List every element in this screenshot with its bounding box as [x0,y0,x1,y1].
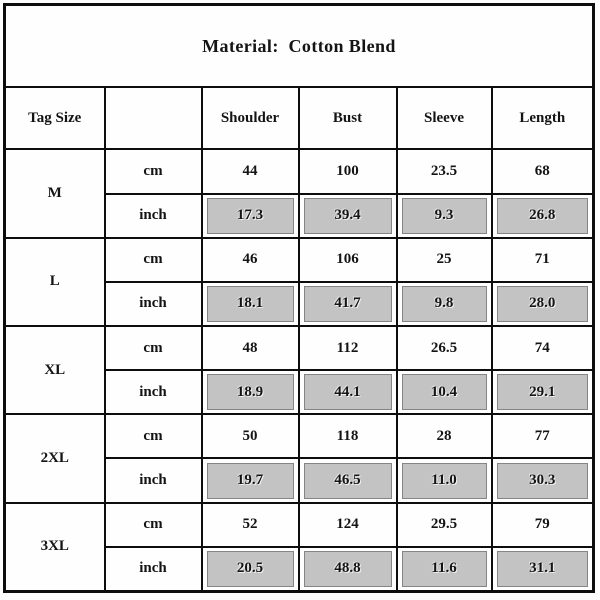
cm-value-cell: 25 [397,238,492,282]
inch-value-highlight: 46.5 [304,463,392,499]
cm-value-cell: 106 [299,238,397,282]
cm-value-cell: 77 [492,414,594,458]
cm-value-cell: 74 [492,326,594,370]
inch-value-cell [299,458,397,502]
inch-value-cell [492,458,594,502]
inch-value-cell [202,282,299,326]
cm-value-cell: 68 [492,149,594,193]
cm-value-cell: 29.5 [397,503,492,547]
inch-value-cell [202,547,299,592]
inch-value-cell [397,282,492,326]
inch-value-cell [397,194,492,238]
cm-value-cell: 50 [202,414,299,458]
inch-value-highlight: 18.9 [207,374,294,410]
column-header-length: Length [492,87,594,149]
unit-label-inch: inch [105,194,202,238]
inch-value-highlight: 29.1 [497,374,589,410]
tag-size-cell: 3XL [5,503,105,592]
tag-size-cell: L [5,238,105,326]
cm-value-cell: 26.5 [397,326,492,370]
inch-value-highlight: 44.1 [304,374,392,410]
inch-value-highlight: 18.1 [207,286,294,322]
size-row-cm [5,414,594,458]
column-header-row [5,87,594,149]
inch-value-cell [397,547,492,592]
cm-value-cell: 100 [299,149,397,193]
cm-value-cell: 46 [202,238,299,282]
size-chart-table [3,3,595,593]
inch-value-cell [202,194,299,238]
size-row-cm [5,326,594,370]
cm-value-cell: 124 [299,503,397,547]
unit-label-cm: cm [105,149,202,193]
tag-size-cell: M [5,149,105,237]
cm-value-cell: 23.5 [397,149,492,193]
inch-value-highlight: 26.8 [497,198,589,234]
inch-value-cell [299,194,397,238]
tag-size-cell: 2XL [5,414,105,502]
size-row-cm [5,503,594,547]
column-header-tag-size: Tag Size [5,87,105,149]
inch-value-highlight: 19.7 [207,463,294,499]
cm-value-cell: 118 [299,414,397,458]
inch-value-highlight: 9.8 [402,286,487,322]
size-row-cm [5,149,594,193]
inch-value-highlight: 30.3 [497,463,589,499]
material-row [5,5,594,88]
inch-value-highlight: 9.3 [402,198,487,234]
column-header-unit [105,87,202,149]
inch-value-highlight: 48.8 [304,551,392,587]
unit-label-inch: inch [105,458,202,502]
column-header-shoulder: Shoulder [202,87,299,149]
material-title: Material: Cotton Blend [5,5,594,88]
inch-value-highlight: 28.0 [497,286,589,322]
cm-value-cell: 44 [202,149,299,193]
inch-value-cell [202,370,299,414]
unit-label-cm: cm [105,238,202,282]
inch-value-highlight: 39.4 [304,198,392,234]
cm-value-cell: 48 [202,326,299,370]
inch-value-highlight: 31.1 [497,551,589,587]
inch-value-cell [299,370,397,414]
size-row-cm [5,238,594,282]
unit-label-inch: inch [105,282,202,326]
inch-value-highlight: 17.3 [207,198,294,234]
unit-label-cm: cm [105,503,202,547]
cm-value-cell: 52 [202,503,299,547]
inch-value-cell [299,282,397,326]
inch-value-cell [397,370,492,414]
cm-value-cell: 112 [299,326,397,370]
unit-label-inch: inch [105,547,202,592]
tag-size-cell: XL [5,326,105,414]
inch-value-cell [299,547,397,592]
size-chart-sheet [3,3,592,593]
cm-value-cell: 79 [492,503,594,547]
unit-label-cm: cm [105,414,202,458]
column-header-sleeve: Sleeve [397,87,492,149]
inch-value-cell [492,547,594,592]
inch-value-cell [202,458,299,502]
inch-value-highlight: 11.0 [402,463,487,499]
inch-value-highlight: 10.4 [402,374,487,410]
inch-value-highlight: 11.6 [402,551,487,587]
inch-value-cell [492,370,594,414]
unit-label-cm: cm [105,326,202,370]
cm-value-cell: 71 [492,238,594,282]
size-table-body [5,5,594,592]
inch-value-cell [397,458,492,502]
inch-value-cell [492,282,594,326]
cm-value-cell: 28 [397,414,492,458]
column-header-bust: Bust [299,87,397,149]
inch-value-highlight: 41.7 [304,286,392,322]
inch-value-highlight: 20.5 [207,551,294,587]
inch-value-cell [492,194,594,238]
unit-label-inch: inch [105,370,202,414]
